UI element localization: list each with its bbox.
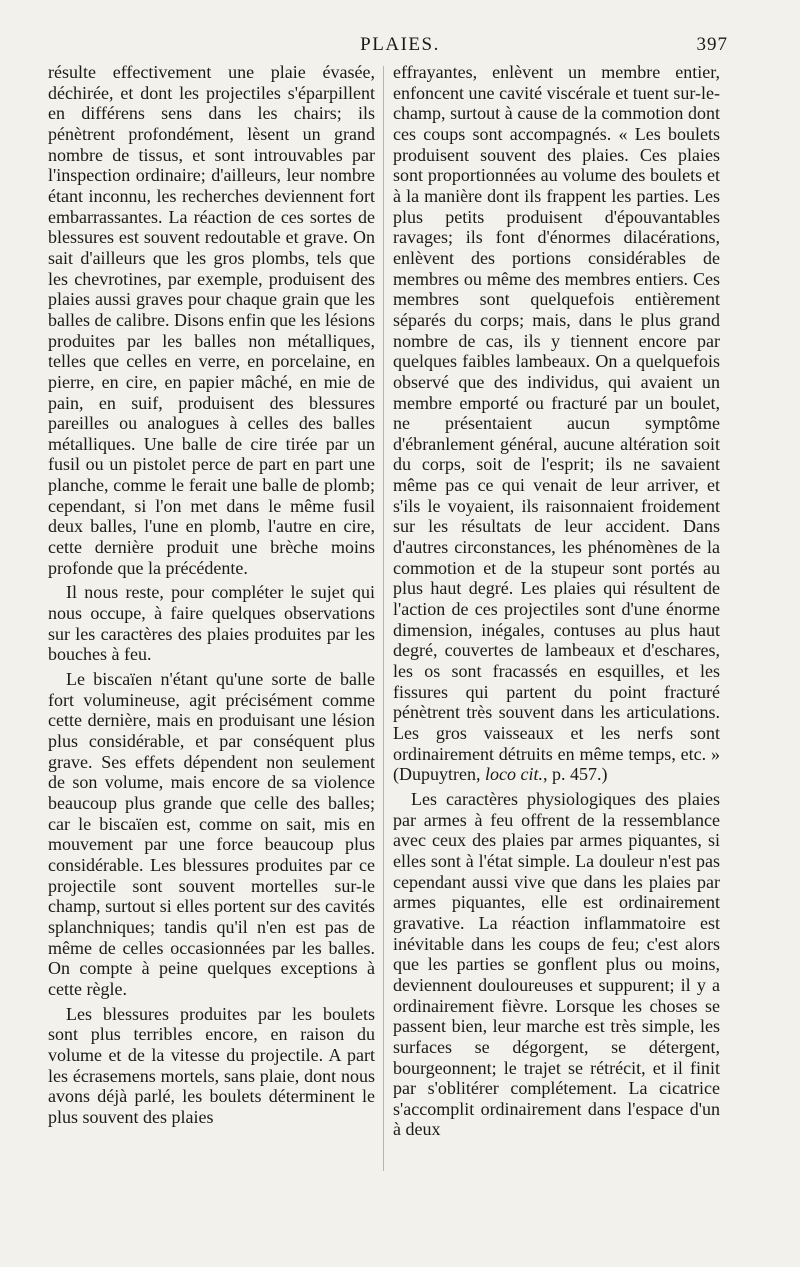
- citation-reference: , p. 457.): [542, 764, 608, 785]
- citation: loco cit.: [484, 764, 543, 785]
- paragraph: Il nous reste, pour compléter le sujet qui nous occupe, à faire quelques observations sur les caractères des plaies produites par les bouches à feu.: [48, 582, 375, 665]
- left-column: [48, 62, 375, 1127]
- running-title: PLAIES.: [360, 34, 440, 55]
- paragraph: résulte effectivement une plaie évasée, déchirée, et dont les projectiles s'éparpillent en différens sens dans les chairs; ils pénètrent profondément, lèsent un grand nombre de tissus, et sont introuvables par l'inspection ordinaire; d'ailleurs, leur nombre étant inconnu, les recherches deviennent fort embarrassantes. La réaction de ces sortes de blessures est souvent redoutable et grave. On sait d'ailleurs que les gros plombs, tels que les chevrotines, par exemple, produisent des plaies aussi graves pour chaque grain que les balles de calibre. Disons enfin que les lésions produites par les balles non métalliques, telles que celles en verre, en porcelaine, en pierre, en cire, en papier mâché, en mie de pain, en suif, produisent des blessures pareilles ou analogues à celles des balles métalliques. Une balle de cire tirée par un fusil ou un pistolet perce de part en part une planche, comme le ferait une balle de plomb; cependant, si l'on met dans le même fusil deux balles, l'une en plomb, l'autre en cire, cette dernière produit une brèche moins profonde que la précédente.: [48, 62, 375, 578]
- paragraph-text: effrayantes, enlèvent un membre entier, enfoncent une cavité viscérale et tuent sur-le-champ, surtout à cause de la commotion dont ces coups sont accompagnés. « Les boulets produisent souvent des plaies. Ces plaies sont proportionnées au volume des boulets et à la manière dont ils frappent les parties. Les plus petits produisent d'épouvantables ravages; ils font d'énormes dilacérations, enlèvent des portions considérables de membres ou même des membres entiers. Ces membres sont quelquefois entièrement séparés du corps; mais, dans le plus grand nombre de cas, ils y tiennent encore par quelques faibles lambeaux. On a quelquefois observé que des individus, qui avaient un membre emporté ou fracturé par un boulet, ne présentaient aucun symptôme d'ébranlement général, aucune altération soit du corps, soit de l'esprit; ils ne savaient même pas ce qui venait de leur arriver, et s'ils le voyaient, ils raisonnaient froidement sur les résultats de leur accident. Dans d'autres circonstances, les phénomènes de la commotion et de la stupeur sont portés au plus haut degré. Les plaies qui résultent de l'action de ces projectiles sont d'une énorme dimension, inégales, contuses au plus haut degré, couvertes de lambeaux et d'eschares, les os sont fracassés en esquilles, et les fissures qui partent du point fracturé pénètrent très souvent dans les articulations. Les gros vaisseaux et les nerfs sont ordinairement détruits en même temps, etc. » (Dupuytren,: [393, 62, 720, 785]
- paragraph: Les blessures produites par les boulets sont plus terribles encore, en raison du volume et de la vitesse du projectile. A part les écrasemens mortels, sans plaie, dont nous avons déjà parlé, les boulets déterminent le plus souvent des plaies: [48, 1003, 375, 1127]
- column-divider: [383, 66, 384, 1171]
- paragraph: [393, 62, 720, 785]
- paragraph: Les caractères physiologiques des plaies par armes à feu offrent de la ressemblance avec ceux des plaies par armes piquantes, si elles sont à l'état simple. La douleur n'est pas cependant aussi vive que dans les plaies par armes piquantes, elle est ordinairement gravative. La réaction inflammatoire est inévitable dans les coups de feu; c'est alors que les parties se gonflent plus ou moins, deviennent douloureuses et suppurent; il y a ordinairement fièvre. Lorsque les choses se passent bien, leur marche est très simple, les surfaces se dégorgent, se détergent, bourgeonnent; le trajet se rétrécit, et il finit par s'oblitérer complétement. La cicatrice s'accomplit ordinairement dans l'espace d'un à deux: [393, 788, 720, 1140]
- page-header: [0, 30, 800, 58]
- right-column: [393, 62, 720, 1140]
- page-number: 397: [696, 34, 728, 55]
- paragraph: Le biscaïen n'étant qu'une sorte de balle fort volumineuse, agit précisément comme cette dernière, mais en produisant une lésion plus considérable, et par conséquent plus grave. Ses effets dépendent non seulement de son volume, mais encore de sa violence beaucoup plus grande que celle des balles; car le biscaïen est, comme on sait, mis en mouvement par une force beaucoup plus considérable. Les blessures produites par ce projectile sont souvent mortelles sur-le champ, surtout si elles portent sur des cavités splanchniques; tandis qu'il n'en est pas de même de celles occasionnées par les balles. On compte à peine quelques exceptions à cette règle.: [48, 669, 375, 999]
